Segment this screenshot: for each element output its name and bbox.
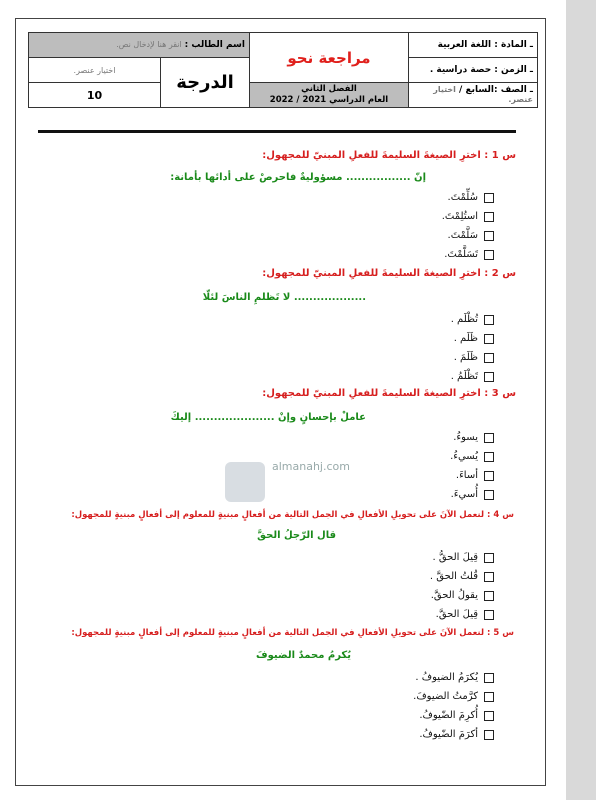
question-1-sentence: إنّ ................. مسؤوليةٌ فاحرصْ على أدائها بأمانة: xyxy=(170,172,426,183)
question-5-options xyxy=(413,668,494,744)
class-dropdown[interactable]: اختيار عنصر. xyxy=(433,85,533,104)
question-4-options xyxy=(430,548,494,624)
time-cell: ـ الزمن : حصة دراسية . xyxy=(409,58,538,83)
question-5-sentence: يُكرمُ محمدٌ الضيوفَ xyxy=(256,650,351,661)
question-2-sentence: ................... لا تَظلمِ الناسَ لئلّا xyxy=(202,292,366,303)
checkbox[interactable] xyxy=(484,572,494,582)
checkbox[interactable] xyxy=(484,193,494,203)
student-name-cell xyxy=(29,33,250,58)
checkbox[interactable] xyxy=(484,471,494,481)
checkbox[interactable] xyxy=(484,353,494,363)
option[interactable]: كرَّمتُ الضيوفَ. xyxy=(413,687,494,706)
question-3: س 3 : اخترِ الصيغةَ السليمةَ للفعلِ المبنيّ للمجهول: xyxy=(262,388,516,399)
option[interactable]: تُظْلَم . xyxy=(451,310,494,329)
checkbox[interactable] xyxy=(484,250,494,260)
checkbox[interactable] xyxy=(484,610,494,620)
question-3-options xyxy=(450,428,494,504)
question-5: س 5 : لنعمل الآنَ على تحويلِ الأفعالِ في الجمل التالية من أفعالٍ مبنيةٍ للمعلوم إلى أفعالٍ مبنيةٍ للمجهول: xyxy=(71,628,514,638)
term-cell xyxy=(250,83,409,108)
question-1-options xyxy=(442,188,494,264)
option[interactable]: سُلِّمْتَ. xyxy=(442,188,494,207)
question-4: س 4 : لنعمل الآنَ على تحويلِ الأفعالِ في الجمل التالية من أفعالٍ مبنيةٍ للمعلوم إلى أفعالٍ مبنيةٍ للمجهول: xyxy=(71,510,514,520)
option[interactable]: أُكرِمَ الضّيوفُ. xyxy=(413,706,494,725)
checkbox[interactable] xyxy=(484,553,494,563)
checkbox[interactable] xyxy=(484,673,494,683)
checkbox[interactable] xyxy=(484,711,494,721)
checkbox[interactable] xyxy=(484,433,494,443)
option[interactable]: سَلَّمْتَ. xyxy=(442,226,494,245)
option[interactable]: استُلِمْتَ. xyxy=(442,207,494,226)
worksheet-title: مراجعة نحو xyxy=(250,33,409,83)
grade-dropdown[interactable]: اختيار عنصر. xyxy=(29,58,161,83)
semester-text: الفصل الثاني xyxy=(301,84,357,94)
option[interactable]: يُسيءُ. xyxy=(450,447,494,466)
option[interactable]: تَظْلَمُ . xyxy=(451,367,494,386)
question-2: س 2 : اخترِ الصيغةَ السليمةَ للفعلِ المبنيّ للمجهول: xyxy=(262,268,516,279)
question-2-options xyxy=(451,310,494,386)
separator-line xyxy=(38,130,516,133)
student-name-label: اسم الطالب : xyxy=(184,40,245,50)
checkbox[interactable] xyxy=(484,490,494,500)
checkbox[interactable] xyxy=(484,334,494,344)
checkbox[interactable] xyxy=(484,730,494,740)
option[interactable]: يقولُ الحقَّ. xyxy=(430,586,494,605)
option[interactable]: أُسيءَ. xyxy=(450,485,494,504)
viewer-scrollbar-area[interactable] xyxy=(566,0,596,800)
option[interactable]: يسوءُ. xyxy=(450,428,494,447)
question-4-sentence: قال الرّجلُ الحقَّ xyxy=(257,530,336,541)
checkbox[interactable] xyxy=(484,372,494,382)
checkbox[interactable] xyxy=(484,315,494,325)
score-cell: 10 xyxy=(29,83,161,108)
header-table xyxy=(28,32,538,108)
checkbox[interactable] xyxy=(484,692,494,702)
year-text: العام الدراسي 2021 / 2022 xyxy=(269,95,389,105)
class-cell xyxy=(409,83,538,108)
option[interactable]: قِيلَ الحقَّ. xyxy=(430,605,494,624)
grade-label: الدرجة xyxy=(161,58,250,108)
question-3-sentence: عاملْ بإحسانٍ وإنْ ..................... إليكَ xyxy=(170,412,366,423)
option[interactable]: تَسَلَّمْتَ. xyxy=(442,245,494,264)
checkbox[interactable] xyxy=(484,591,494,601)
checkbox[interactable] xyxy=(484,212,494,222)
option[interactable]: ظَلَم . xyxy=(451,329,494,348)
checkbox[interactable] xyxy=(484,452,494,462)
subject-cell: ـ المادة : اللغة العربية xyxy=(409,33,538,58)
option[interactable]: ظَلَمَ . xyxy=(451,348,494,367)
option[interactable]: قِيلَ الحقُّ . xyxy=(430,548,494,567)
student-name-input[interactable]: انقر هنا لإدخال نص. xyxy=(116,40,182,49)
option[interactable]: أساءَ. xyxy=(450,466,494,485)
watermark-text: almanahj.com xyxy=(272,460,350,473)
option[interactable]: قُلتُ الحقَّ . xyxy=(430,567,494,586)
option[interactable]: أكرَمَ الضّيوفُ. xyxy=(413,725,494,744)
watermark-logo xyxy=(225,462,265,502)
checkbox[interactable] xyxy=(484,231,494,241)
question-1: س 1 : اخترِ الصيغةَ السليمةَ للفعلِ المبنيّ للمجهول: xyxy=(262,150,516,161)
class-label: ـ الصف :السابع / xyxy=(459,85,533,95)
option[interactable]: يُكرَمُ الضيوفُ . xyxy=(413,668,494,687)
